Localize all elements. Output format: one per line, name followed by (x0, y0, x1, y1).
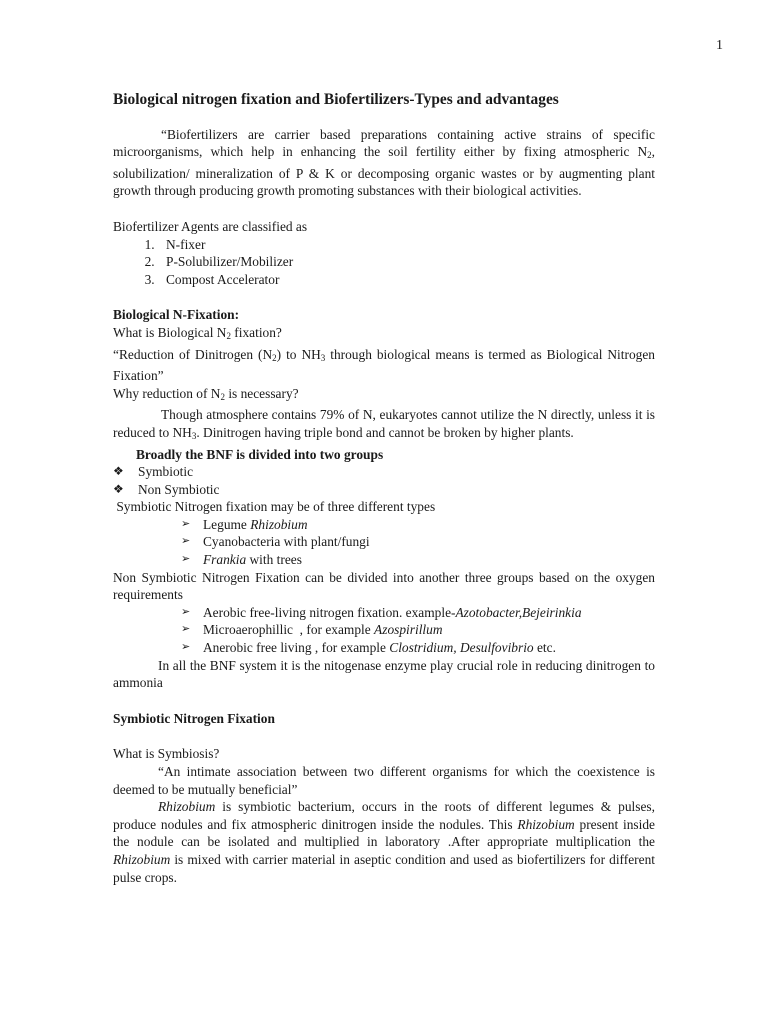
arrow-bullet-icon: ➢ (181, 535, 191, 548)
agents-heading: Biofertilizer Agents are classified as (113, 218, 308, 234)
nonsymbiotic-types-list (113, 604, 655, 657)
list-item: ❖ Symbiotic (113, 464, 194, 480)
diamond-bullet-icon: ❖ (113, 464, 124, 479)
bnf-question-1: What is Biological $N_2$ fixation? (113, 324, 282, 341)
bnf-conclusion: In all the BNF system it is the nitogenase enzyme play crucial role in reducing dinitrogen to ammonia (113, 657, 655, 691)
list-item: ➢ Anerobic free living , for example Clostridium, Desulfovibrio etc. (181, 640, 556, 656)
bnf-groups-list (113, 463, 655, 498)
bnf-definition: “Reduction of Dinitrogen $(N_2)$ to $NH_3$ through biological means is termed as Biological Nitrogen Fixation” (113, 346, 655, 384)
symbiotic-heading: Symbiotic Nitrogen Fixation (113, 710, 275, 726)
list-item: ➢ Frankia with trees (181, 552, 302, 568)
list-item: 3. Compost Accelerator (158, 271, 655, 289)
bnf-heading: Biological N-Fixation: (113, 307, 240, 323)
diamond-bullet-icon: ❖ (113, 481, 124, 496)
document-title: Biological nitrogen fixation and Biofertilizers-Types and advantages (113, 91, 559, 108)
rhizobium-paragraph: Rhizobium is symbiotic bacterium, occurs in the roots of different legumes & pulses, produce nodules and fix atmospheric dinitrogen inside the nodules. This Rhizobium present inside the nodule can be isolated and multiplied in laboratory .After appropriate multiplication the Rhizobium is mixed with carrier material in aseptic condition and used as biofertilizers for different pulse crops. (113, 799, 655, 885)
page-number: 1 (716, 38, 723, 53)
list-item: ➢ Microaerophillic , for example Azospirillum (181, 622, 443, 638)
bnf-question-2: Why reduction of $N_2$ is necessary? (113, 385, 299, 402)
document-body (113, 91, 655, 886)
list-item: ➢ Aerobic free-living nitrogen fixation. example-Azotobacter,Bejeirinkia (181, 604, 582, 620)
bnf-paragraph: Though atmosphere contains 79% of N, eukaryotes cannot utilize the N directly, unless it is reduced to $NH_3$. Dinitrogen having triple bond and cannot be broken by higher plants. (113, 407, 655, 441)
symbiotic-intro: Symbiotic Nitrogen fixation may be of three different types (113, 499, 436, 515)
bnf-groups-heading: Broadly the BNF is divided into two groups (136, 446, 384, 462)
arrow-bullet-icon: ➢ (181, 553, 191, 566)
symbiosis-question: What is Symbiosis? (113, 746, 220, 762)
arrow-bullet-icon: ➢ (181, 605, 191, 618)
list-item: ➢ Cyanobacteria with plant/fungi (181, 534, 370, 550)
arrow-bullet-icon: ➢ (181, 517, 191, 530)
list-item: 1. N-fixer (158, 236, 655, 254)
list-item: ➢ Legume Rhizobium (181, 516, 308, 532)
intro-paragraph: “Biofertilizers are carrier based preparations containing active strains of specific microorganisms, which help in enhancing the soil fertility either by fixing atmospheric $N_2$, solubilization/ mineralization of P & K or decomposing organic wastes or by augmenting plant growth through producing growth promoting substances with their biological activities. (113, 126, 655, 199)
nonsymbiotic-intro: Non Symbiotic Nitrogen Fixation can be divided into another three groups based on the oxygen requirements (113, 569, 655, 603)
symbiosis-definition: “An intimate association between two different organisms for which the coexistence is deemed to be mutually beneficial” (113, 764, 655, 797)
symbiotic-types-list (113, 516, 655, 569)
list-item: ❖ Non Symbiotic (113, 481, 220, 497)
arrow-bullet-icon: ➢ (181, 641, 191, 654)
list-item: 2. P-Solubilizer/Mobilizer (158, 253, 655, 271)
arrow-bullet-icon: ➢ (181, 623, 191, 636)
agents-list (113, 236, 655, 289)
